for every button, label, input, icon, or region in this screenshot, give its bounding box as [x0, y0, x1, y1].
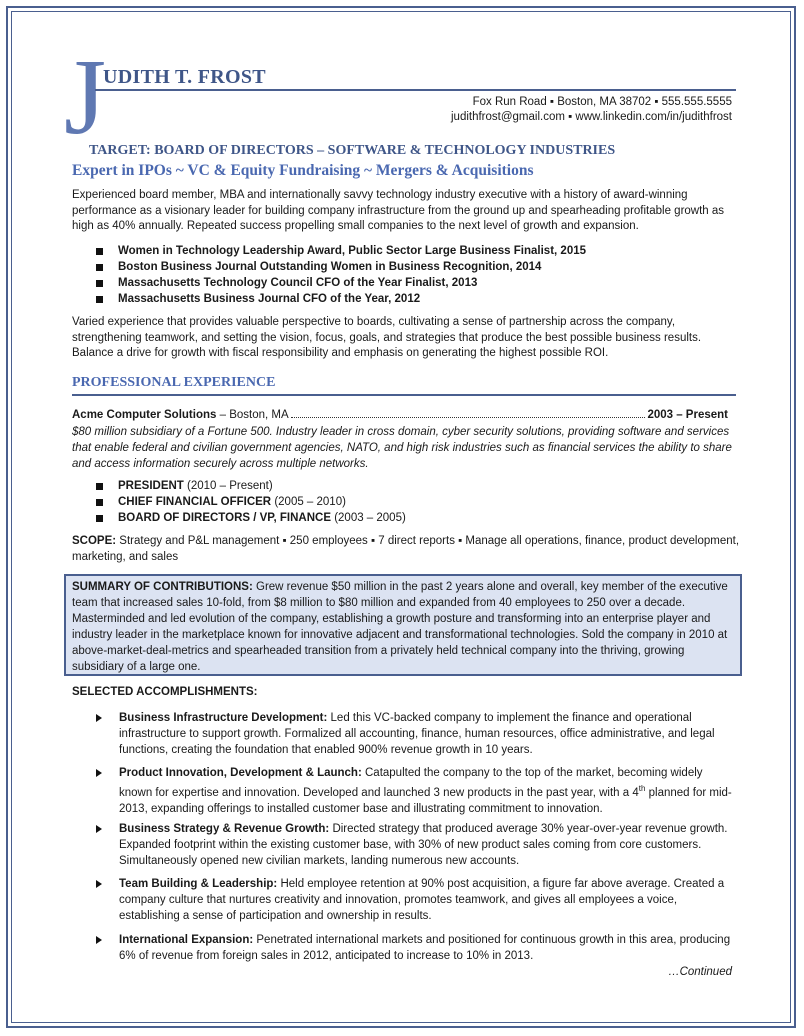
roles-list	[96, 478, 406, 526]
accomplishment-item: Team Building & Leadership: Held employee retention at 90% post acquisition, a figure far above average. Created a company culture that nurtures creativity and innovation, promotes teamwork, and gives all employees a voice, establishing a sense of participation and ownership in results.	[96, 876, 736, 924]
award-item: Boston Business Journal Outstanding Women in Business Recognition, 2014	[96, 259, 586, 275]
triangle-bullet-icon	[96, 714, 102, 722]
leader-dots	[291, 417, 646, 418]
company-description: $80 million subsidiary of a Fortune 500. Industry leader in cross domain, cyber security solutions, providing software and services that enable federal and civilian government agencies, NATO, and high risk industries such as financial services the ability to share and access information securely across multiple networks.	[72, 426, 732, 470]
candidate-name: UDITH T. FROST	[103, 66, 266, 88]
accomplishment-item: Business Infrastructure Development: Led this VC-backed company to implement the finance and operational infrastructure to support growth. Formalized all accounting, finance, human resources, office administrative, and legal functions, creating the foundation that enabled 900% revenue growth in 10 years.	[96, 710, 736, 758]
continued-note: …Continued	[668, 966, 732, 978]
header-divider	[95, 89, 736, 91]
contact-address-phone: Fox Run Road ▪ Boston, MA 38702 ▪ 555.555.5555	[472, 96, 732, 108]
name-initial: J	[64, 38, 107, 157]
square-bullet-icon	[96, 499, 103, 506]
accomplishments-title: SELECTED ACCOMPLISHMENTS:	[72, 686, 258, 698]
scope-label: SCOPE:	[72, 535, 117, 547]
summary-label: SUMMARY OF CONTRIBUTIONS:	[72, 581, 253, 593]
contact-email-linkedin: judithfrost@gmail.com ▪ www.linkedin.com/in/judithfrost	[451, 111, 732, 123]
section-title-experience: PROFESSIONAL EXPERIENCE	[72, 375, 276, 390]
triangle-bullet-icon	[96, 936, 102, 944]
awards-list	[96, 243, 586, 307]
square-bullet-icon	[96, 296, 103, 303]
accomplishment-item: Business Strategy & Revenue Growth: Directed strategy that produced average 30% year-over-year revenue growth. Expanded footprint within the existing customer base, with 30% of new product sales coming from core customers. Simultaneously opened new civilian markets, landing numerous new accounts.	[96, 821, 736, 869]
varied-experience-paragraph: Varied experience that provides valuable perspective to boards, cultivating a sense of partnership across the company, strengthening teamwork, and setting the vision, focus, goals, and strategies that produce the best possible business results. Balance a drive for growth with fiscal responsibility and emphasis on generating the highest possible ROI.	[72, 316, 702, 359]
triangle-bullet-icon	[96, 825, 102, 833]
company-location: – Boston, MA	[216, 409, 289, 421]
square-bullet-icon	[96, 483, 103, 490]
job-dates: 2003 – Present	[647, 409, 728, 421]
award-item: Massachusetts Business Journal CFO of the Year, 2012	[96, 291, 586, 307]
square-bullet-icon	[96, 248, 103, 255]
award-item: Massachusetts Technology Council CFO of the Year Finalist, 2013	[96, 275, 586, 291]
square-bullet-icon	[96, 264, 103, 271]
target-heading: TARGET: BOARD OF DIRECTORS – SOFTWARE & TECHNOLOGY INDUSTRIES	[89, 143, 616, 158]
company-name: Acme Computer Solutions	[72, 409, 217, 421]
scope-text: Strategy and P&L management ▪ 250 employees ▪ 7 direct reports ▪ Manage all operations, finance, product development, marketing, and sales	[72, 535, 740, 563]
summary-text: Grew revenue $50 million in the past 2 years alone and overall, key member of the executive team that increased sales 10-fold, from $8 million to $80 million and expanded from 40 employees to 250 over a decade. Masterminded and led evolution of the company, establishing a growth posture and transforming into an enterprise player and industry leader in the marketplace known for innovative adjacent and transformational technologies. Sold the company in 2010 at above-market-deal-metrics and spearheaded transition from a privately held technical company into the thriving, growing subsidiary of a large one.	[72, 581, 728, 673]
square-bullet-icon	[96, 515, 103, 522]
role-item: BOARD OF DIRECTORS / VP, FINANCE (2003 – 2005)	[96, 510, 406, 526]
job-header	[72, 409, 728, 421]
award-item: Women in Technology Leadership Award, Public Sector Large Business Finalist, 2015	[96, 243, 586, 259]
role-item: PRESIDENT (2010 – Present)	[96, 478, 406, 494]
accomplishment-item: Product Innovation, Development & Launch: Catapulted the company to the top of the market, becoming widely known for expertise and innovation. Developed and launched 3 new products in the past year, with a 4th planned for mid-2013, expanding offerings to installed customer base and illustrating commitment to innovation.	[96, 765, 736, 817]
accomplishment-item: International Expansion: Penetrated international markets and positioned for continuous growth in this area, producing 6% of revenue from foreign sales in 2012, anticipated to increase to 10% in 2013.	[96, 932, 736, 964]
intro-paragraph: Experienced board member, MBA and internationally savvy technology industry executive with a history of award-winning performance as a visionary leader for building company infrastructure from the ground up and spearheading profitable growth as high as 40% annually. Repeated success propelling small companies to the next level of growth and expansion.	[72, 189, 725, 232]
triangle-bullet-icon	[96, 880, 102, 888]
triangle-bullet-icon	[96, 769, 102, 777]
role-item: CHIEF FINANCIAL OFFICER (2005 – 2010)	[96, 494, 406, 510]
scope-paragraph	[72, 534, 744, 565]
expertise-headline: Expert in IPOs ~ VC & Equity Fundraising ~ Mergers & Acquisitions	[72, 162, 534, 179]
section-divider	[72, 394, 736, 396]
summary-of-contributions-box	[64, 574, 742, 676]
square-bullet-icon	[96, 280, 103, 287]
